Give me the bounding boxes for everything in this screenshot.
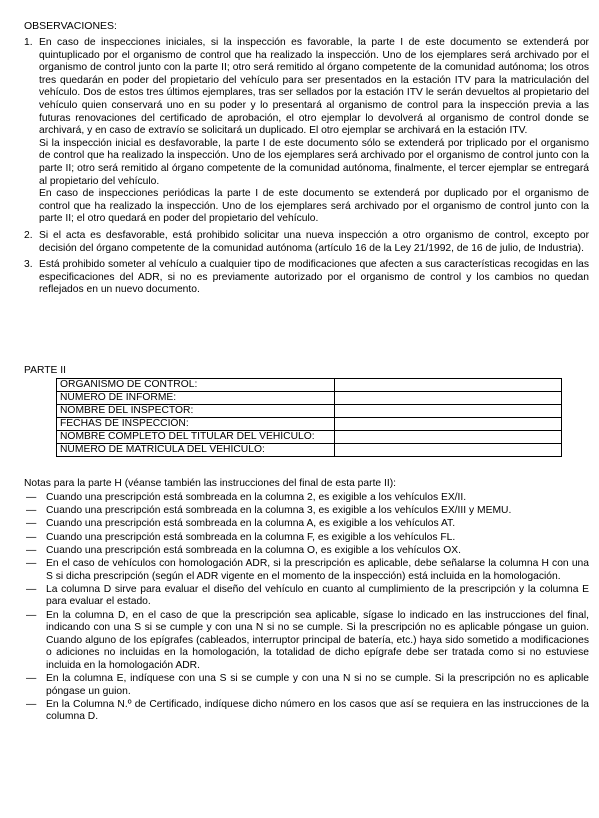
- observacion-item-2: [24, 230, 589, 255]
- nota-item: [24, 610, 589, 673]
- nota-text: Cuando una prescripción está sombreada en la columna 2, es exigible a los vehículos EX/II.: [46, 492, 467, 503]
- paragraph: Está prohibido someter al vehículo a cualquier tipo de modificaciones que afecten a sus características recogidas en las especificaciones del ADR, si no es previamente autorizado por el organismo de control y los cambios no quedan reflejados en un nuevo documento.: [39, 259, 589, 296]
- field-label: NOMBRE DEL INSPECTOR:: [57, 405, 335, 418]
- dash-bullet: —: [26, 518, 37, 530]
- item-number: 2.: [24, 229, 33, 241]
- field-label: NÚMERO DE INFORME:: [57, 392, 335, 405]
- organismo-field[interactable]: [334, 379, 561, 392]
- nota-text: Cuando una prescripción está sombreada en la columna 3, es exigible a los vehículos EX/III y MEMU.: [46, 505, 512, 517]
- field-label: NÚMERO DE MATRÍCULA DEL VEHÍCULO:: [57, 444, 335, 457]
- form-row: [57, 405, 562, 418]
- nota-text: En la columna D, en el caso de que la prescripción sea aplicable, sígase lo indicado en las instrucciones del final, indicando con una S si se cumple y con una N si no se cumple. Si la prescripción no es aplicable póngase un guion. Cuando alguno de los epígrafes (cableados, interruptor principal de batería, etc.) haya sido sometido a modificaciones o adiciones no incluidas en la homologación, la totalidad de dicho epígrafe debe ser tratada como si no estuviese incluida en la homologación ADR.: [46, 609, 589, 671]
- nota-text: Cuando una prescripción está sombreada en la columna O, es exigible a los vehículos OX.: [46, 544, 461, 556]
- fechas-field[interactable]: [334, 418, 561, 431]
- nota-item: [24, 584, 589, 609]
- nota-text: La columna D sirve para evaluar el diseño del vehículo en cuanto al cumplimiento de la prescripción y la columna E para evaluar el estado.: [46, 583, 589, 608]
- form-row: [57, 431, 562, 444]
- form-row: [57, 418, 562, 431]
- item-number: 3.: [24, 259, 33, 271]
- dash-bullet: —: [26, 557, 37, 569]
- nota-item: [24, 673, 589, 698]
- dash-bullet: —: [26, 609, 37, 621]
- nota-item: [24, 699, 589, 724]
- nota-text: Cuando una prescripción está sombreada en la columna F, es exigible a los vehículos FL.: [46, 531, 456, 543]
- nota-text: En la Columna N.º de Certificado, indíquese dicho número en los casos que así se requiera en las instrucciones de la columna D.: [46, 698, 589, 723]
- item-number: 1.: [24, 37, 33, 48]
- dash-bullet: —: [26, 544, 37, 556]
- matricula-field[interactable]: [334, 444, 561, 457]
- observacion-item-3: [24, 259, 589, 297]
- nota-item: [24, 492, 589, 505]
- parte-ii-title: PARTE II: [24, 365, 66, 376]
- titular-field[interactable]: [334, 431, 561, 444]
- paragraph: En caso de inspecciones periódicas la parte I de este documento se extenderá por duplicado por el organismo de control que ha realizado la inspección. Uno de los ejemplares será archivado por el organismo de control junto con la parte II; el otro quedará en poder del propietario del vehículo.: [39, 188, 589, 225]
- notas-list: [24, 492, 589, 725]
- nota-item: [24, 545, 589, 558]
- dash-bullet: —: [26, 531, 37, 543]
- nota-item: [24, 558, 589, 583]
- dash-bullet: —: [26, 698, 37, 710]
- field-label: FECHAS DE INSPECCIÓN:: [57, 418, 335, 431]
- dash-bullet: —: [26, 583, 37, 595]
- notas-title: Notas para la parte H (véanse también las instrucciones del final de esta parte II):: [24, 478, 397, 489]
- dash-bullet: —: [26, 505, 37, 517]
- dash-bullet: —: [26, 673, 37, 685]
- form-row: [57, 392, 562, 405]
- dash-bullet: —: [26, 492, 37, 503]
- observaciones-list: [24, 37, 589, 301]
- form-row: [57, 444, 562, 457]
- numero-informe-field[interactable]: [334, 392, 561, 405]
- field-label: NOMBRE COMPLETO DEL TITULAR DEL VEHÍCULO:: [57, 431, 335, 444]
- field-label: ORGANISMO DE CONTROL:: [57, 379, 335, 392]
- observacion-item-1: [24, 37, 589, 226]
- inspector-field[interactable]: [334, 405, 561, 418]
- form-row: [57, 379, 562, 392]
- nota-text: En la columna E, indíquese con una S si se cumple y con una N si no se cumple. Si la prescripción no es aplicable póngase un guion.: [46, 673, 589, 697]
- nota-item: [24, 505, 589, 518]
- parte-ii-form: [56, 378, 562, 457]
- paragraph: Si la inspección inicial es desfavorable, la parte I de este documento sólo se extenderá por triplicado por el organismo de control que ha realizado la inspección. Uno de los ejemplares será archivado por el organismo de control junto con la parte II; otro será remitido al órgano competente de la comunidad autónoma, finalmente, el tercer ejemplar se entregará al propietario del vehículo.: [39, 137, 589, 187]
- paragraph: Si el acta es desfavorable, está prohibido solicitar una nueva inspección a otro organismo de control, excepto por decisión del órgano competente de la comunidad autónoma (artículo 16 de la Ley 21/1992, de 16 de julio, de Industria).: [39, 229, 589, 254]
- nota-item: [24, 532, 589, 545]
- nota-item: [24, 518, 589, 531]
- paragraph: En caso de inspecciones iniciales, si la inspección es favorable, la parte I de este documento se extenderá por quintuplicado por el organismo de control que ha realizado la inspección. Uno de los ejemplares será archivado por el organismo de control junto con la parte II; otro será remitido al órgano competente de la comunidad autónoma; los otros tres quedarán en poder del propietario del vehículo para ser presentados en la estación ITV para la matriculación del vehículo. Dos de estos tres últimos ejemplares, tras ser sellados por la estación ITV le serán devueltos al propietario del vehículo quien conservará uno en su poder y lo presentará al organismo de control para la inspección previa a las futuras renovaciones del certificado de aprobación, el otro ejemplar lo devolverá al organismo de control donde se archivará, y en caso de extravío se solicitará un duplicado. El otro ejemplar se archivará en la estación ITV.: [39, 37, 589, 137]
- nota-text: Cuando una prescripción está sombreada en la columna A, es exigible a los vehículos AT.: [46, 518, 456, 530]
- observaciones-heading: OBSERVACIONES:: [24, 20, 117, 32]
- nota-text: En el caso de vehículos con homologación ADR, si la prescripción es aplicable, debe señalarse la columna H con una S si dicha prescripción (según el ADR vigente en el momento de la inspección) está incluida en la homologación.: [46, 557, 589, 582]
